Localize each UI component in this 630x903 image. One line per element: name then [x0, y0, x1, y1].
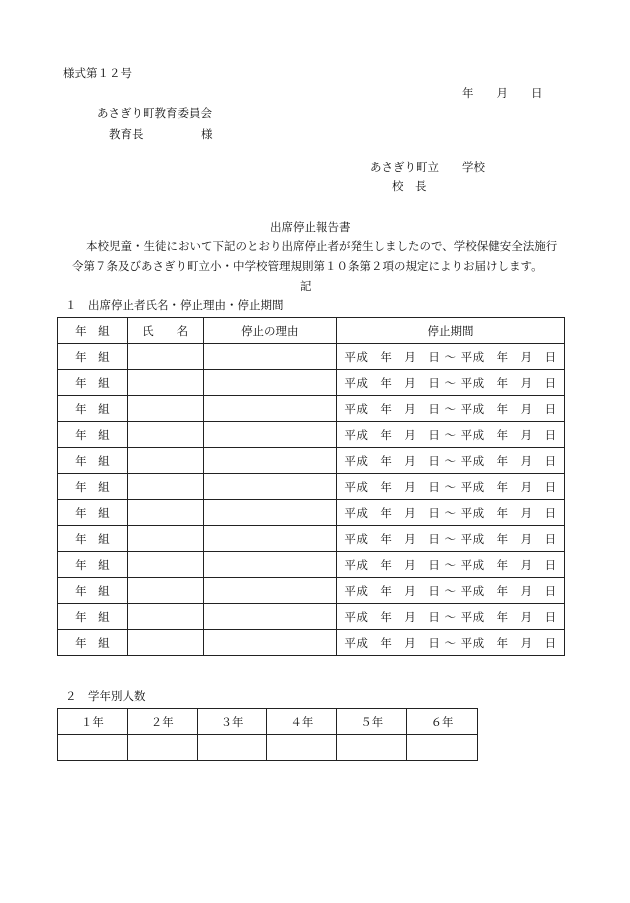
cell-reason[interactable]: [203, 604, 337, 630]
cell-grade-class: 年 組: [58, 500, 128, 526]
cell-period: 平成 年 月 日 ～ 平成 年 月 日: [337, 552, 565, 578]
cell-period: 平成 年 月 日 ～ 平成 年 月 日: [337, 604, 565, 630]
count-grade-2[interactable]: [127, 735, 197, 761]
cell-grade-class: 年 組: [58, 396, 128, 422]
body-line-1: 本校児童・生徒において下記のとおり出席停止者が発生しましたので、学校保健安全法施行: [86, 239, 558, 253]
stop-table-header-row: [58, 318, 565, 344]
cell-grade-class: 年 組: [58, 474, 128, 500]
cell-period: 平成 年 月 日 ～ 平成 年 月 日: [337, 474, 565, 500]
cell-name[interactable]: [127, 474, 203, 500]
cell-name[interactable]: [127, 500, 203, 526]
count-grade-4[interactable]: [267, 735, 337, 761]
section2-heading: ２ 学年別人数: [65, 689, 146, 703]
cell-reason[interactable]: [203, 344, 337, 370]
cell-period: 平成 年 月 日 ～ 平成 年 月 日: [337, 448, 565, 474]
cell-reason[interactable]: [203, 448, 337, 474]
cell-period: 平成 年 月 日 ～ 平成 年 月 日: [337, 396, 565, 422]
sender-principal: 校 長: [392, 179, 427, 193]
header-grade-3: ３年: [197, 709, 267, 735]
cell-name[interactable]: [127, 630, 203, 656]
header-period: 停止期間: [337, 318, 565, 344]
addressee-title: 教育長 様: [109, 127, 213, 141]
table-row: [58, 344, 565, 370]
table-row: [58, 552, 565, 578]
table-row: [58, 604, 565, 630]
document-title: 出席停止報告書: [270, 220, 351, 234]
cell-grade-class: 年 組: [58, 552, 128, 578]
form-number: 様式第１２号: [63, 66, 132, 80]
header-grade-4: ４年: [267, 709, 337, 735]
cell-period: 平成 年 月 日 ～ 平成 年 月 日: [337, 500, 565, 526]
count-grade-6[interactable]: [407, 735, 478, 761]
stop-table: [57, 317, 565, 656]
cell-grade-class: 年 組: [58, 344, 128, 370]
date-line: 年 月 日: [462, 86, 543, 100]
cell-period: 平成 年 月 日 ～ 平成 年 月 日: [337, 578, 565, 604]
cell-grade-class: 年 組: [58, 630, 128, 656]
header-grade-1: １年: [58, 709, 128, 735]
cell-reason[interactable]: [203, 474, 337, 500]
table-row: [58, 448, 565, 474]
cell-grade-class: 年 組: [58, 422, 128, 448]
header-name: 氏 名: [127, 318, 203, 344]
grade-count-table: [57, 708, 478, 761]
cell-reason[interactable]: [203, 370, 337, 396]
cell-name[interactable]: [127, 448, 203, 474]
section1-heading: １ 出席停止者氏名・停止理由・停止期間: [65, 298, 284, 312]
cell-grade-class: 年 組: [58, 370, 128, 396]
cell-name[interactable]: [127, 370, 203, 396]
cell-name[interactable]: [127, 344, 203, 370]
table-row: [58, 526, 565, 552]
cell-name[interactable]: [127, 552, 203, 578]
addressee-org: あさぎり町教育委員会: [97, 106, 212, 120]
table-row: [58, 474, 565, 500]
cell-grade-class: 年 組: [58, 578, 128, 604]
cell-reason[interactable]: [203, 630, 337, 656]
cell-period: 平成 年 月 日 ～ 平成 年 月 日: [337, 630, 565, 656]
cell-period: 平成 年 月 日 ～ 平成 年 月 日: [337, 370, 565, 396]
cell-name[interactable]: [127, 422, 203, 448]
cell-reason[interactable]: [203, 500, 337, 526]
count-grade-1[interactable]: [58, 735, 128, 761]
cell-period: 平成 年 月 日 ～ 平成 年 月 日: [337, 422, 565, 448]
cell-reason[interactable]: [203, 578, 337, 604]
header-grade-2: ２年: [127, 709, 197, 735]
table-row: [58, 396, 565, 422]
cell-name[interactable]: [127, 578, 203, 604]
table-row: [58, 422, 565, 448]
header-grade-6: ６年: [407, 709, 478, 735]
count-grade-5[interactable]: [337, 735, 407, 761]
table-row: [58, 500, 565, 526]
cell-grade-class: 年 組: [58, 526, 128, 552]
sender-school: あさぎり町立 学校: [370, 160, 485, 174]
cell-reason[interactable]: [203, 396, 337, 422]
body-line-2: 令第７条及びあさぎり町立小・中学校管理規則第１０条第２項の規定によりお届けします。: [72, 259, 543, 273]
cell-reason[interactable]: [203, 526, 337, 552]
header-grade-5: ５年: [337, 709, 407, 735]
table-row: [58, 370, 565, 396]
grade-header-row: [58, 709, 478, 735]
cell-reason[interactable]: [203, 422, 337, 448]
cell-grade-class: 年 組: [58, 604, 128, 630]
cell-period: 平成 年 月 日 ～ 平成 年 月 日: [337, 344, 565, 370]
header-reason: 停止の理由: [203, 318, 337, 344]
count-grade-3[interactable]: [197, 735, 267, 761]
cell-name[interactable]: [127, 396, 203, 422]
cell-name[interactable]: [127, 526, 203, 552]
grade-count-row: [58, 735, 478, 761]
table-row: [58, 630, 565, 656]
cell-reason[interactable]: [203, 552, 337, 578]
cell-period: 平成 年 月 日 ～ 平成 年 月 日: [337, 526, 565, 552]
cell-grade-class: 年 組: [58, 448, 128, 474]
cell-name[interactable]: [127, 604, 203, 630]
table-row: [58, 578, 565, 604]
ki-label: 記: [300, 279, 312, 293]
header-grade-class: 年 組: [58, 318, 128, 344]
